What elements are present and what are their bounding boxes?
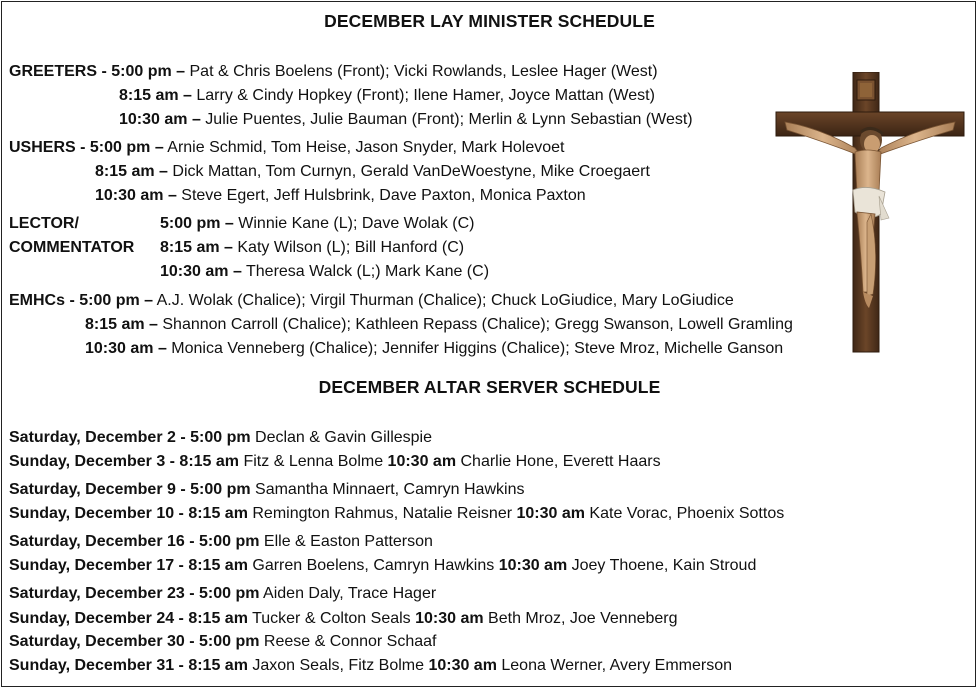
ushers-time-3: 10:30 am – xyxy=(95,187,177,204)
ushers-row-3 xyxy=(95,186,586,206)
emhcs-time-2: 8:15 am – xyxy=(85,316,158,333)
lector-time-3: 10:30 am – xyxy=(160,263,242,280)
greeters-time-1: 5:00 pm – xyxy=(111,63,186,80)
altar-time2-6: 10:30 am xyxy=(498,557,568,574)
altar-names2-2: Charlie Hone, Everett Haars xyxy=(456,453,661,470)
altar-entry-9 xyxy=(9,632,436,652)
greeters-names-3: Julie Puentes, Julie Bauman (Front); Merlin & Lynn Sebastian (West) xyxy=(200,111,693,128)
lector-row-1 xyxy=(160,214,474,234)
crucifix-icon xyxy=(775,72,965,354)
greeters-row-3 xyxy=(119,110,693,130)
altar-entry-4 xyxy=(9,504,784,524)
ushers-names-3: Steve Egert, Jeff Hulsbrink, Dave Paxton, Monica Paxton xyxy=(176,187,586,204)
altar-entry-2 xyxy=(9,452,661,472)
emhcs-time-1: 5:00 pm – xyxy=(79,292,154,309)
lector-time-2: 8:15 am – xyxy=(160,239,233,256)
altar-names2-4: Kate Vorac, Phoenix Sottos xyxy=(584,505,785,522)
emhcs-row-1 xyxy=(9,291,734,311)
ushers-row-2 xyxy=(95,162,650,182)
commentator-label: COMMENTATOR xyxy=(9,239,135,256)
ushers-row-1 xyxy=(9,138,565,158)
altar-names-4: Remington Rahmus, Natalie Reisner xyxy=(247,505,517,522)
greeters-row-2 xyxy=(119,86,655,106)
altar-schedule-title: DECEMBER ALTAR SERVER SCHEDULE xyxy=(318,377,661,397)
emhcs-names-2: Shannon Carroll (Chalice); Kathleen Repass (Chalice); Gregg Swanson, Lowell Gramling xyxy=(157,316,793,333)
altar-entry-5 xyxy=(9,532,433,552)
altar-entry-3 xyxy=(9,480,524,500)
ushers-label: USHERS - xyxy=(9,139,90,156)
altar-entry-7 xyxy=(9,584,436,604)
altar-time2-2: 10:30 am xyxy=(387,453,457,470)
emhcs-time-3: 10:30 am – xyxy=(85,340,167,357)
emhcs-names-1: A.J. Wolak (Chalice); Virgil Thurman (Chalice); Chuck LoGiudice, Mary LoGiudice xyxy=(153,292,734,309)
lector-names-2: Katy Wilson (L); Bill Hanford (C) xyxy=(232,239,465,256)
altar-names-6: Garren Boelens, Camryn Hawkins xyxy=(247,557,499,574)
altar-day-8: Sunday, December 24 - 8:15 am xyxy=(9,610,248,627)
altar-entry-6 xyxy=(9,556,756,576)
altar-names-1: Declan & Gavin Gillespie xyxy=(250,429,432,446)
emhcs-row-3 xyxy=(85,339,783,359)
altar-day-2: Sunday, December 3 - 8:15 am xyxy=(9,453,240,470)
altar-names-5: Elle & Easton Patterson xyxy=(259,533,433,550)
lector-label: LECTOR/ xyxy=(9,215,79,232)
altar-day-6: Sunday, December 17 - 8:15 am xyxy=(9,557,248,574)
ushers-time-1: 5:00 pm – xyxy=(89,139,164,156)
altar-names-8: Tucker & Colton Seals xyxy=(247,610,416,627)
ushers-names-2: Dick Mattan, Tom Curnyn, Gerald VanDeWoestyne, Mike Croegaert xyxy=(167,163,650,180)
emhcs-row-2 xyxy=(85,315,793,335)
altar-entry-1 xyxy=(9,428,432,448)
altar-day-4: Sunday, December 10 - 8:15 am xyxy=(9,505,248,522)
altar-day-3: Saturday, December 9 - 5:00 pm xyxy=(9,481,251,498)
greeters-names-1: Pat & Chris Boelens (Front); Vicki Rowlands, Leslee Hager (West) xyxy=(185,63,658,80)
altar-time2-10: 10:30 am xyxy=(428,657,497,674)
altar-names-2: Fitz & Lenna Bolme xyxy=(239,453,388,470)
lector-names-3: Theresa Walck (L;) Mark Kane (C) xyxy=(241,263,490,280)
lay-schedule-title: DECEMBER LAY MINISTER SCHEDULE xyxy=(324,11,655,31)
altar-entry-10 xyxy=(9,656,732,676)
greeters-time-2: 8:15 am – xyxy=(119,87,192,104)
emhcs-label: EMHCs - xyxy=(9,292,80,309)
lector-row-3 xyxy=(160,262,489,282)
lector-time-1: 5:00 pm – xyxy=(160,215,234,232)
altar-time2-8: 10:30 am xyxy=(415,610,484,627)
altar-day-10: Sunday, December 31 - 8:15 am xyxy=(9,657,248,674)
greeters-time-3: 10:30 am – xyxy=(119,111,201,128)
lector-row-2 xyxy=(160,238,464,258)
altar-day-7: Saturday, December 23 - 5:00 pm xyxy=(9,585,260,602)
lector-names-1: Winnie Kane (L); Dave Wolak (C) xyxy=(233,215,475,232)
altar-names2-6: Joey Thoene, Kain Stroud xyxy=(567,557,757,574)
altar-names-7: Aiden Daly, Trace Hager xyxy=(259,585,437,602)
altar-names-10: Jaxon Seals, Fitz Bolme xyxy=(247,657,429,674)
altar-day-1: Saturday, December 2 - 5:00 pm xyxy=(9,429,251,446)
altar-names2-10: Leona Werner, Avery Emmerson xyxy=(496,657,733,674)
ushers-names-1: Arnie Schmid, Tom Heise, Jason Snyder, Mark Holevoet xyxy=(163,139,565,156)
altar-entry-8 xyxy=(9,609,678,629)
altar-names-3: Samantha Minnaert, Camryn Hawkins xyxy=(250,481,525,498)
greeters-row-1 xyxy=(9,62,658,82)
altar-names-9: Reese & Connor Schaaf xyxy=(259,633,437,650)
altar-time2-4: 10:30 am xyxy=(516,505,585,522)
emhcs-names-3: Monica Venneberg (Chalice); Jennifer Higgins (Chalice); Steve Mroz, Michelle Ganson xyxy=(166,340,784,357)
altar-day-9: Saturday, December 30 - 5:00 pm xyxy=(9,633,260,650)
altar-day-5: Saturday, December 16 - 5:00 pm xyxy=(9,533,260,550)
greeters-label: GREETERS - xyxy=(9,63,112,80)
altar-names2-8: Beth Mroz, Joe Venneberg xyxy=(483,610,678,627)
ushers-time-2: 8:15 am – xyxy=(95,163,168,180)
greeters-names-2: Larry & Cindy Hopkey (Front); Ilene Hamer, Joyce Mattan (West) xyxy=(191,87,655,104)
